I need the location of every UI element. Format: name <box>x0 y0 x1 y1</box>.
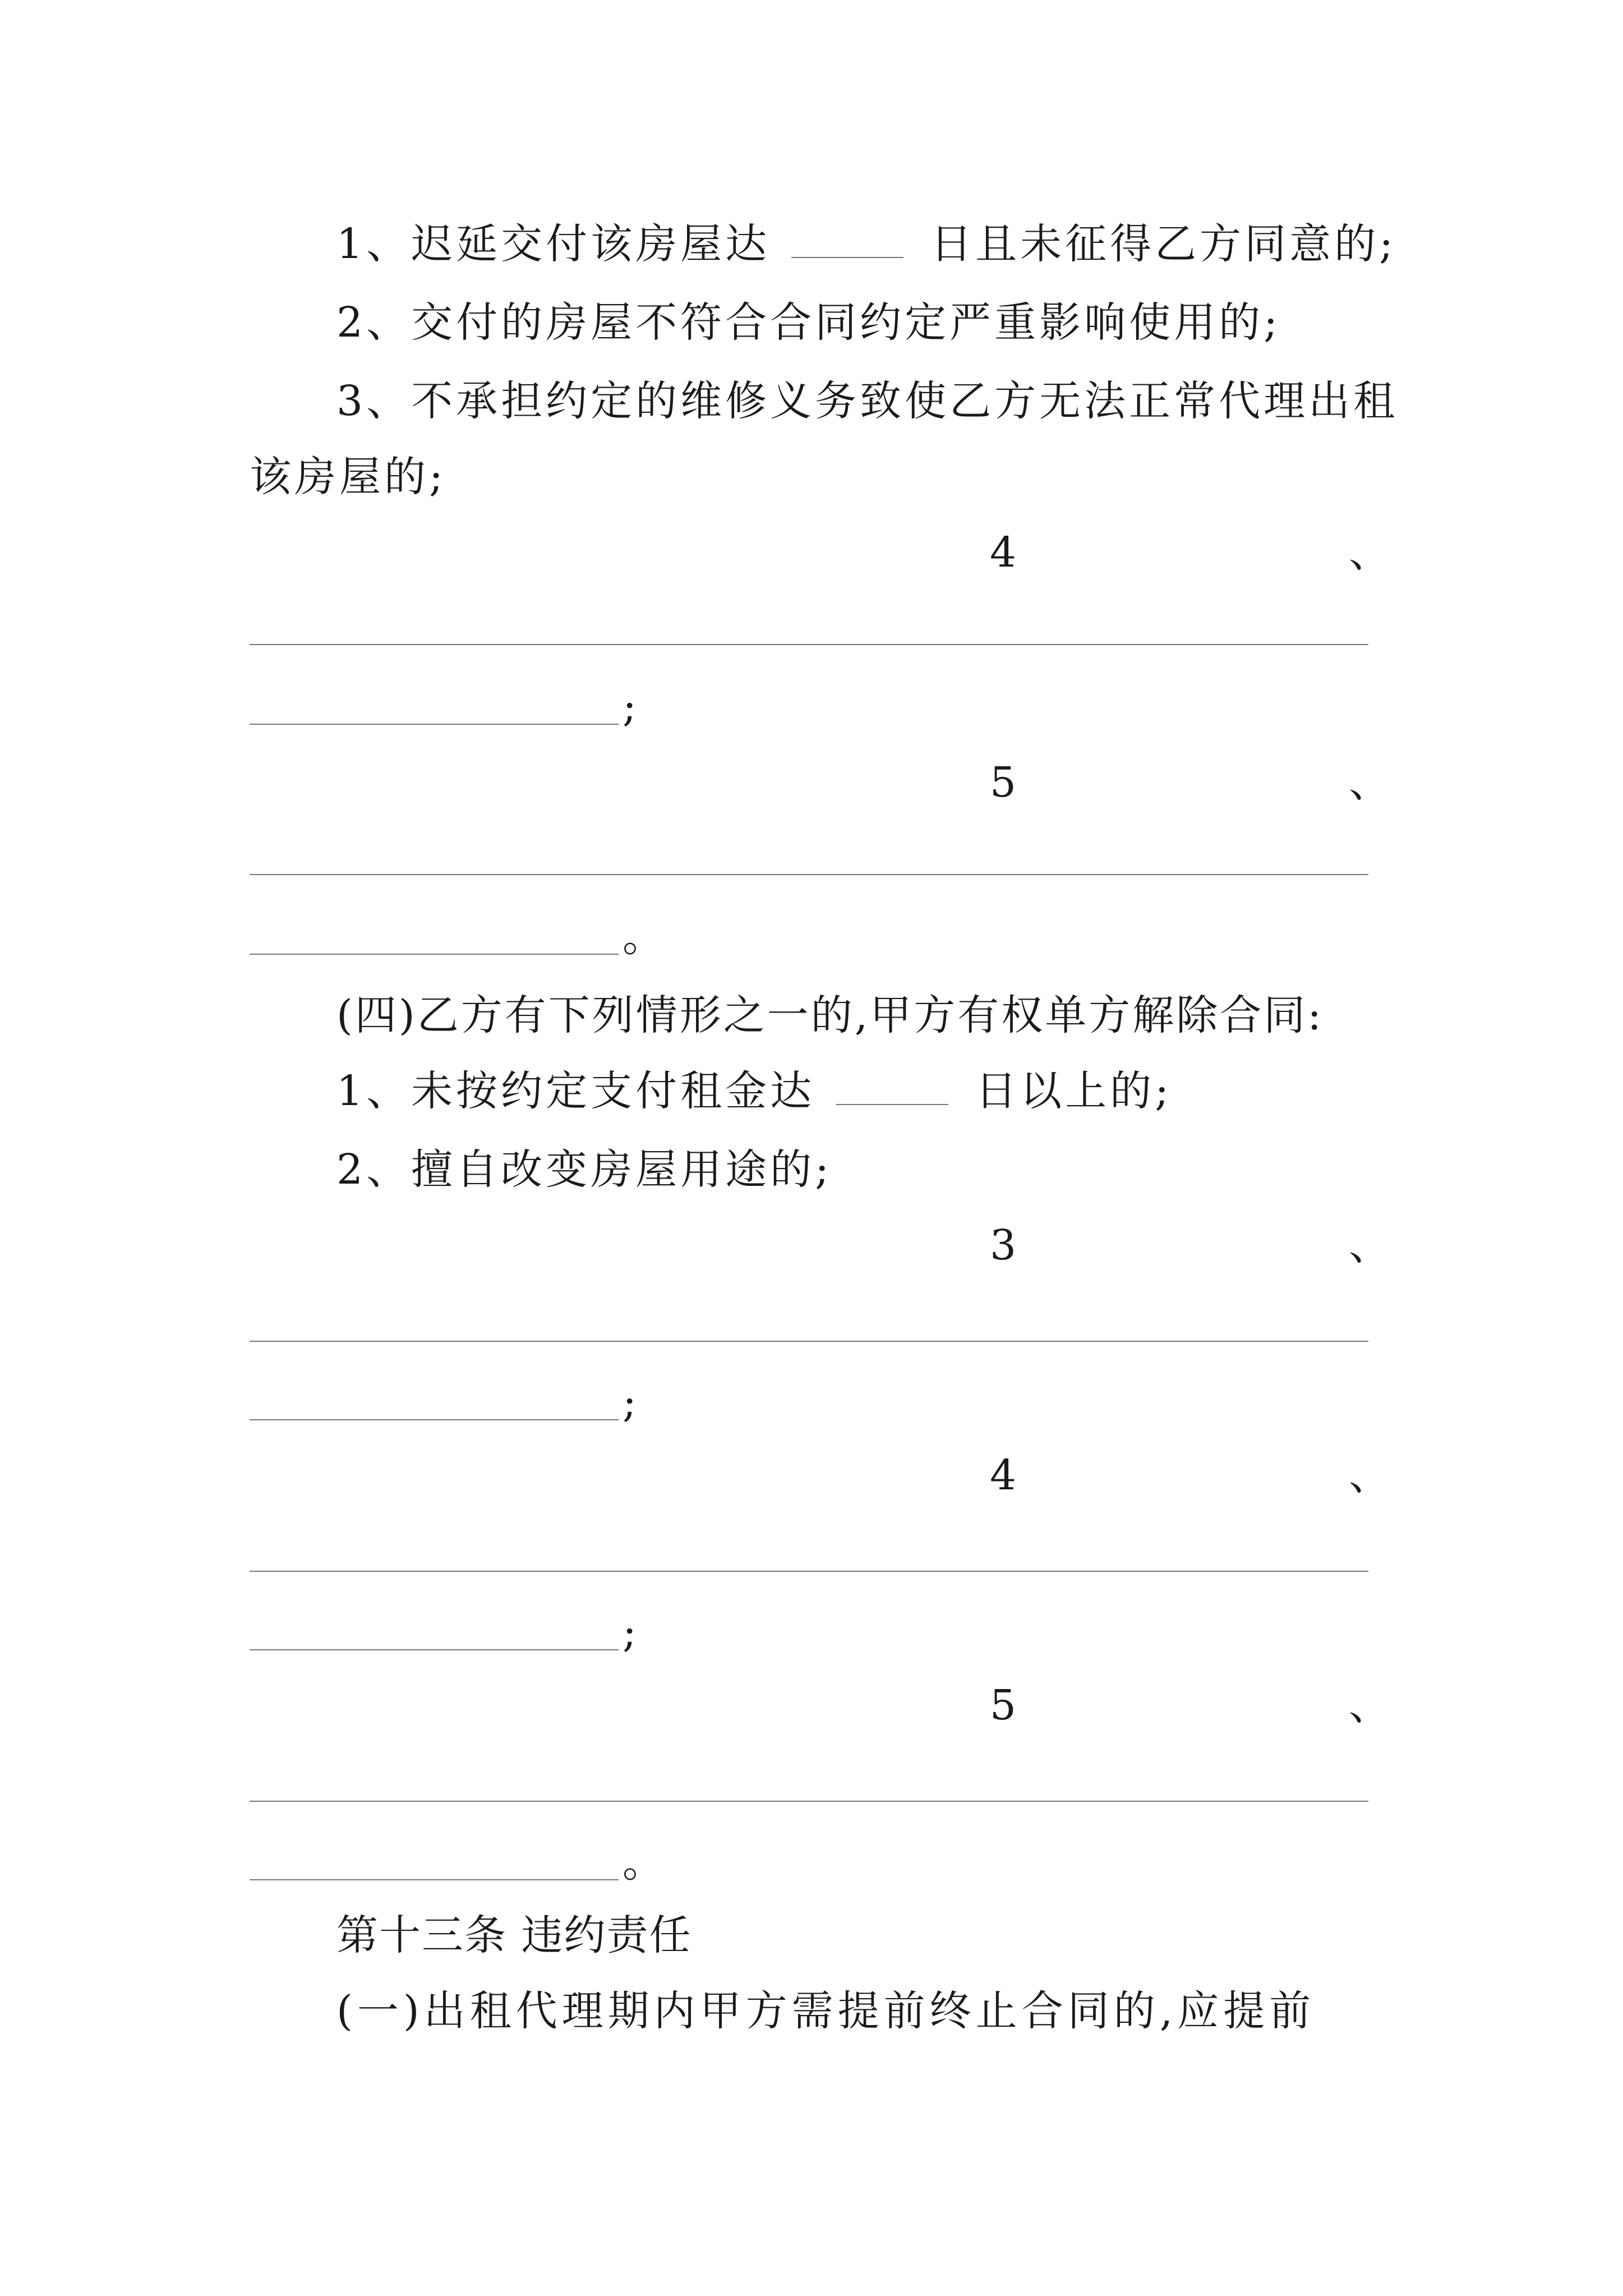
clause-text: 1、迟延交付该房屋达 <box>336 220 771 268</box>
fill-line-short[interactable] <box>250 1879 619 1880</box>
article-title: 第十三条 违约责任 <box>336 1911 692 1959</box>
item-terminator: ; <box>623 1378 637 1427</box>
clause-text: 该房屋的; <box>250 453 446 501</box>
clause-text: 2、交付的房屋不符合合同约定严重影响使用的; <box>336 298 1281 347</box>
item-number: 3 <box>990 1221 1017 1269</box>
clause-text: 3、不承担约定的维修义务致使乙方无法正常代理出租 <box>336 377 1399 425</box>
fill-line-short[interactable] <box>250 954 619 955</box>
clause-item-1 <box>336 1063 1172 1119</box>
fill-line-short[interactable] <box>250 1649 619 1650</box>
fill-line-short[interactable] <box>250 1419 619 1420</box>
item-separator: 、 <box>1349 758 1390 807</box>
fill-line[interactable] <box>250 1341 1368 1342</box>
item-terminator: 。 <box>623 913 664 961</box>
clause-text: 1、未按约定支付租金达 <box>336 1067 815 1115</box>
fill-blank-days[interactable] <box>791 223 903 258</box>
clause-paragraph <box>336 1983 1315 2039</box>
item-terminator: ; <box>623 683 637 731</box>
item-separator: 、 <box>1349 1221 1390 1269</box>
clause-item-2 <box>336 1142 832 1198</box>
clause-item-1 <box>336 216 1396 272</box>
clause-text: 日且未征得乙方同意的; <box>930 220 1397 268</box>
item-number: 4 <box>990 528 1017 577</box>
clause-item-3-cont <box>250 449 446 505</box>
item-number: 5 <box>990 758 1017 807</box>
fill-line[interactable] <box>250 874 1368 875</box>
fill-line-short[interactable] <box>250 724 619 725</box>
item-separator: 、 <box>1349 1451 1390 1499</box>
clause-text: 2、擅自改变房屋用途的; <box>336 1145 833 1194</box>
fill-line[interactable] <box>250 1571 1368 1572</box>
fill-line[interactable] <box>250 644 1368 645</box>
clause-text: 日以上的; <box>975 1067 1173 1115</box>
clause-text: (四)乙方有下列情形之一的,甲方有权单方解除合同: <box>336 991 1324 1039</box>
item-number: 5 <box>990 1681 1017 1729</box>
fill-blank-days[interactable] <box>836 1070 948 1105</box>
item-separator: 、 <box>1349 1681 1390 1729</box>
section-heading <box>336 987 1324 1043</box>
item-terminator: 。 <box>623 1838 664 1887</box>
item-separator: 、 <box>1349 528 1390 577</box>
item-terminator: ; <box>623 1608 637 1657</box>
article-heading <box>336 1907 692 1963</box>
item-number: 4 <box>990 1451 1017 1499</box>
fill-line[interactable] <box>250 1801 1368 1802</box>
clause-item-3 <box>336 373 1398 429</box>
clause-item-2 <box>336 295 1281 351</box>
clause-text: (一)出租代理期内甲方需提前终止合同的,应提前 <box>336 1987 1316 2035</box>
